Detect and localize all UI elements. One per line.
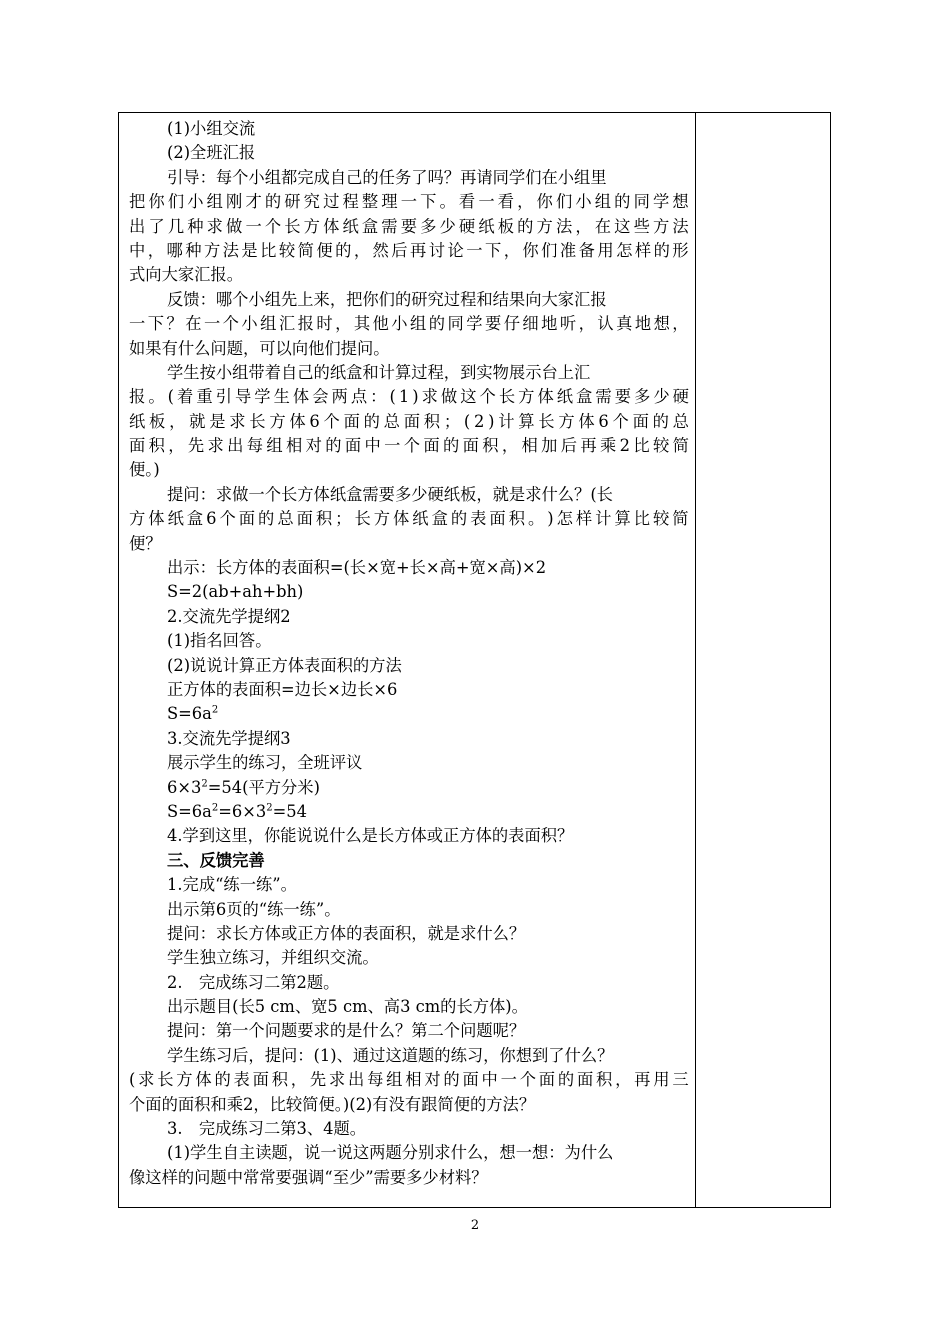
text-line: 一 下 ？ 在 一 个 小 组 汇 报 时 ， 其 他 小 组 的 同 学 要 仔 细 地 听 ， 认 真 地 想 ， (129, 314, 689, 334)
superscript: 2 (266, 802, 273, 814)
formula-line: 正方体的表面积=边长×边长×6 (167, 679, 398, 699)
text-line: 报 。 ( 着 重 引 导 学 生 体 会 两 点 ： ( 1 ) 求 做 这 个 长 方 体 纸 盒 需 要 多 少 硬 (129, 387, 689, 407)
text-line: 出示题目(长5 cm、宽5 cm、高3 cm的长方体)。 (167, 997, 528, 1017)
text-line: 提问：求做一个长方体纸盒需要多少硬纸板，就是求什么？(长 (167, 484, 613, 504)
formula-text: S=6a (167, 801, 212, 821)
text-line: 学生独立练习，并组织交流。 (167, 948, 379, 968)
text-line: 引导：每个小组都完成自己的任务了吗？再请同学们在小组里 (167, 167, 607, 187)
text-line: (1)小组交流 (167, 119, 256, 138)
text-line: 2. 完成练习二第2题。 (167, 972, 340, 992)
text-line: 如果有什么问题，可以向他们提问。 (129, 338, 390, 358)
text-line: 面 积 ， 先 求 出 每 组 相 对 的 面 中 一 个 面 的 面 积 ， 相 加 后 再 乘 2 比 较 简 (129, 436, 689, 456)
text-line: 方 体 纸 盒 6 个 面 的 总 面 积 ； 长 方 体 纸 盒 的 表 面 积 。 ) 怎 样 计 算 比 较 简 (129, 509, 689, 529)
text-line: 把 你 们 小 组 刚 才 的 研 究 过 程 整 理 一 下 。 看 一 看 ， 你 们 小 组 的 同 学 想 (129, 192, 689, 212)
lesson-table (118, 112, 831, 1208)
superscript: 2 (211, 704, 219, 716)
text-line: 1.完成“练一练”。 (167, 875, 297, 895)
formula-line (129, 702, 689, 726)
lesson-content (129, 117, 689, 1190)
formula-text: =54(平方分米) (207, 777, 320, 797)
text-line: 便？ (129, 533, 162, 553)
text-line: 4.学到这里，你能说说什么是长方体或正方体的表面积？ (167, 826, 574, 846)
text-line: 个面的面积和乘2，比较简便。)(2)有没有跟简便的方法？ (129, 1094, 536, 1114)
text-line: 像这样的问题中常常要强调“至少”需要多少材料？ (129, 1167, 488, 1187)
text-line: 提问：求长方体或正方体的表面积，就是求什么？ (167, 923, 526, 943)
formula-line: S=2(ab+ah+bh) (167, 582, 304, 602)
superscript: 2 (201, 778, 208, 790)
formula-line: 出示：长方体的表面积=(长×宽+长×高+宽×高)×2 (167, 558, 547, 578)
text-line: ( 求 长 方 体 的 表 面 积 ， 先 求 出 每 组 相 对 的 面 中 一 个 面 的 面 积 ， 再 用 三 (129, 1070, 689, 1090)
text-line: (1)指名回答。 (167, 631, 272, 651)
superscript: 2 (211, 802, 219, 814)
text-line: 便。) (129, 460, 160, 480)
text-line: 学生练习后，提问：(1)、通过这道题的练习，你想到了什么？ (167, 1045, 614, 1065)
page-number: 2 (470, 1218, 480, 1233)
text-line: (1)学生自主读题，说一说这两题分别求什么，想一想：为什么 (167, 1143, 614, 1163)
formula-text: =54 (272, 801, 307, 821)
formula-line (129, 800, 689, 824)
text-line: 出 了 几 种 求 做 一 个 长 方 体 纸 盒 需 要 多 少 硬 纸 板 的 方 法 ， 在 这 些 方 法 (129, 216, 689, 236)
text-line: 出示第6页的“练一练”。 (167, 899, 341, 919)
text-line: 提问：第一个问题要求的是什么？第二个问题呢？ (167, 1021, 526, 1041)
formula-text: 6×3 (167, 777, 202, 797)
section-heading: 三、反馈完善 (167, 850, 265, 870)
column-divider (695, 113, 696, 1207)
text-line: 反馈：哪个小组先上来，把你们的研究过程和结果向大家汇报 (167, 289, 607, 309)
formula-text: S=6a (167, 704, 212, 724)
text-line: 展示学生的练习，全班评议 (167, 753, 363, 773)
text-line: 中 ， 哪 种 方 法 是 比 较 简 便 的 ， 然 后 再 讨 论 一 下 ， 你 们 准 备 用 怎 样 的 形 (129, 240, 689, 260)
text-line: (2)全班汇报 (167, 143, 256, 163)
formula-line (129, 776, 689, 800)
text-line: 3. 完成练习二第3、4题。 (167, 1119, 367, 1139)
text-line: 式向大家汇报。 (129, 265, 243, 285)
formula-text: =6×3 (218, 801, 267, 821)
text-line: 学生按小组带着自己的纸盒和计算过程，到实物展示台上汇 (167, 362, 591, 382)
text-line: 2.交流先学提纲2 (167, 606, 291, 626)
text-line: 3.交流先学提纲3 (167, 728, 291, 748)
text-line: (2)说说计算正方体表面积的方法 (167, 655, 402, 675)
text-line: 纸 板 ， 就 是 求 长 方 体 6 个 面 的 总 面 积 ； ( 2 ) 计 算 长 方 体 6 个 面 的 总 (129, 411, 689, 431)
